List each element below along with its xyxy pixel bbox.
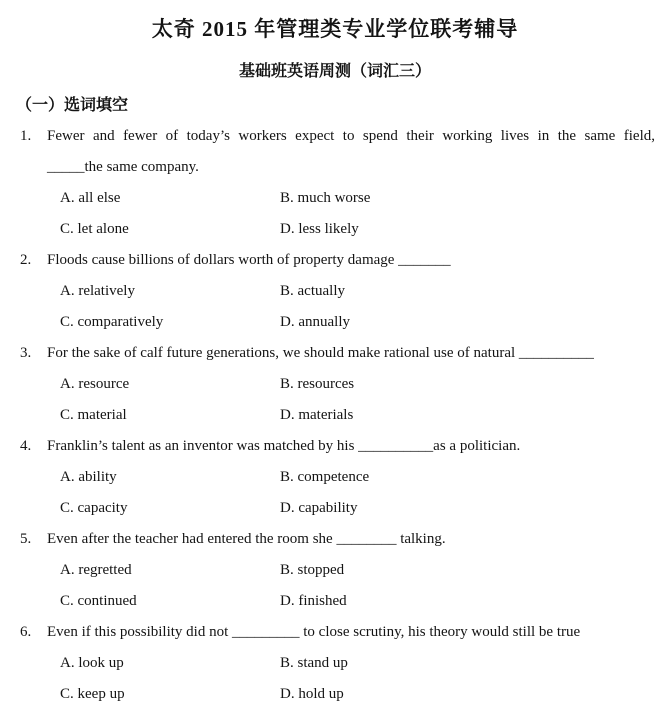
option-a: A. regretted [60,562,132,578]
question-number: 4. [20,438,32,454]
question-stem-line: _____the same company. [47,159,199,175]
question-stem-row [0,245,670,276]
question-4 [0,431,670,524]
question-stem-row [0,524,670,555]
question-6 [0,617,670,707]
option-b: B. competence [280,469,370,485]
option-row [0,307,670,338]
option-row [0,586,670,617]
question-number: 3. [20,345,32,361]
option-d: D. materials [280,407,354,423]
question-3 [0,338,670,431]
question-stem-line: Floods cause billions of dollars worth of property damage _______ [47,252,451,268]
question-stem-line: For the sake of calf future generations, we should make rational use of natural __________ [47,345,594,361]
option-c: C. continued [60,593,137,609]
option-b: B. much worse [280,190,371,206]
question-stem [47,338,655,369]
option-row [0,462,670,493]
option-row [0,369,670,400]
question-list [0,121,670,707]
option-a: A. all else [60,190,121,206]
option-row [0,648,670,679]
option-b: B. resources [280,376,355,392]
option-b: B. stand up [280,655,348,671]
option-a: A. relatively [60,283,135,299]
option-d: D. hold up [280,686,344,702]
question-stem-row [0,431,670,462]
option-c: C. material [60,407,127,423]
option-a: A. look up [60,655,124,671]
question-2 [0,245,670,338]
option-row [0,400,670,431]
question-stem-line: Even after the teacher had entered the room she ________ talking. [47,531,446,547]
option-c: C. comparatively [60,314,164,330]
option-row [0,555,670,586]
option-row [0,493,670,524]
option-row [0,214,670,245]
option-d: D. annually [280,314,350,330]
question-stem-line: Even if this possibility did not _________ to close scrutiny, his theory would still be true [47,624,581,640]
question-stem-line: Fewer and fewer of today’s workers expect to spend their working lives in the same field, [47,128,655,144]
question-number: 2. [20,252,32,268]
document-title: 太奇 2015 年管理类专业学位联考辅导 [151,17,519,41]
option-row [0,183,670,214]
question-number: 1. [20,128,32,144]
option-a: A. ability [60,469,117,485]
option-b: B. actually [280,283,345,299]
question-stem-row [0,121,670,183]
document-subtitle: 基础班英语周测（词汇三） [238,63,431,80]
question-stem [47,617,655,648]
option-row [0,276,670,307]
question-stem-line: Franklin’s talent as an inventor was matched by his __________as a politician. [47,438,521,454]
option-d: D. capability [280,500,358,516]
option-c: C. capacity [60,500,128,516]
option-a: A. resource [60,376,130,392]
question-stem-row [0,338,670,369]
question-5 [0,524,670,617]
option-d: D. finished [280,593,347,609]
option-d: D. less likely [280,221,359,237]
question-number: 6. [20,624,32,640]
option-c: C. let alone [60,221,129,237]
option-b: B. stopped [280,562,345,578]
question-stem [47,121,655,183]
question-number: 5. [20,531,32,547]
question-stem [47,431,655,462]
question-stem-row [0,617,670,648]
option-c: C. keep up [60,686,125,702]
question-stem [47,245,655,276]
question-stem [47,524,655,555]
section-heading: （一）选词填空 [16,97,129,114]
option-row [0,679,670,707]
question-1 [0,121,670,245]
